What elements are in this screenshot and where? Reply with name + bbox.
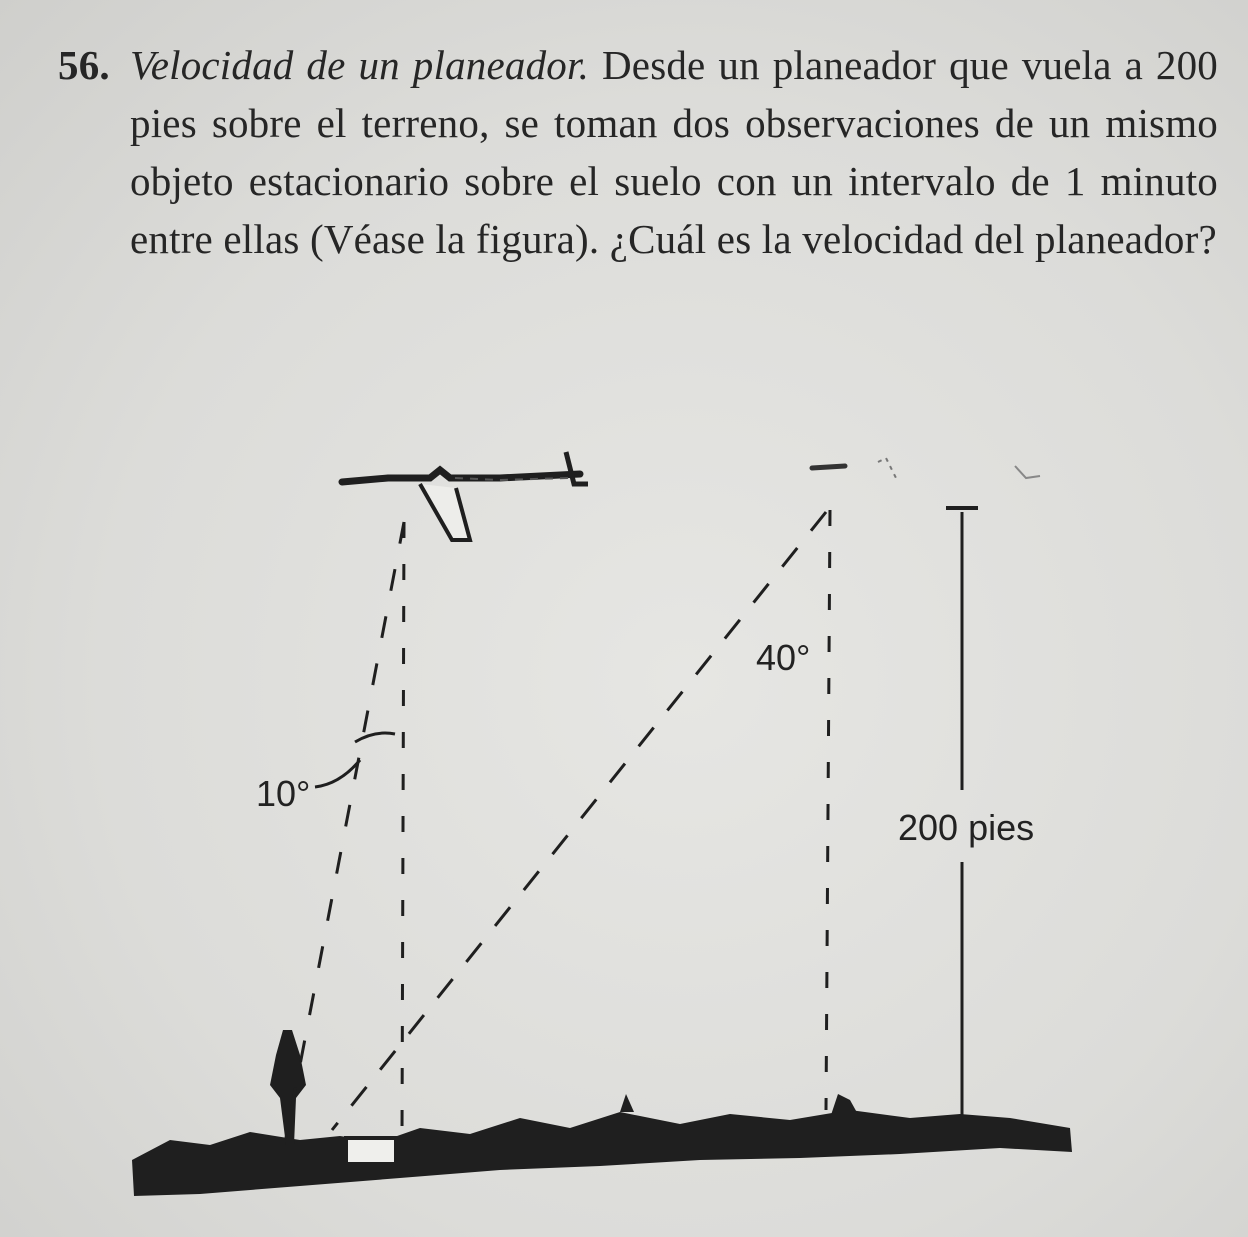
vertical-left — [402, 522, 404, 1134]
height-label: 200 pies — [898, 807, 1035, 848]
bush-mid — [620, 1094, 634, 1112]
ground-object — [346, 1138, 396, 1164]
problem-number: 56. — [58, 42, 110, 88]
angle-arc-10 — [355, 733, 395, 742]
glider-right — [812, 458, 1040, 478]
glider-left — [342, 452, 588, 540]
angle-label-10: 10° — [256, 773, 311, 814]
angle-label-40: 40° — [756, 637, 811, 678]
problem-text: Desde un planeador que vuela a 200 pies sobre el terreno, se toman dos observaciones de un mismo objeto estacionario sobre el suelo con un intervalo de 1 minuto entre ellas (Véase la figura). ¿Cuál es la velocidad del planeador? — [130, 42, 1218, 262]
tree — [270, 1030, 306, 1145]
problem-title: Velocidad de un planeador. — [130, 42, 590, 88]
ground — [132, 1110, 1072, 1196]
sight-line-40 — [332, 512, 826, 1130]
vertical-right — [826, 510, 830, 1110]
bush-right — [830, 1094, 860, 1118]
sight-line-10 — [286, 522, 404, 1138]
label-leader-10 — [315, 760, 360, 787]
